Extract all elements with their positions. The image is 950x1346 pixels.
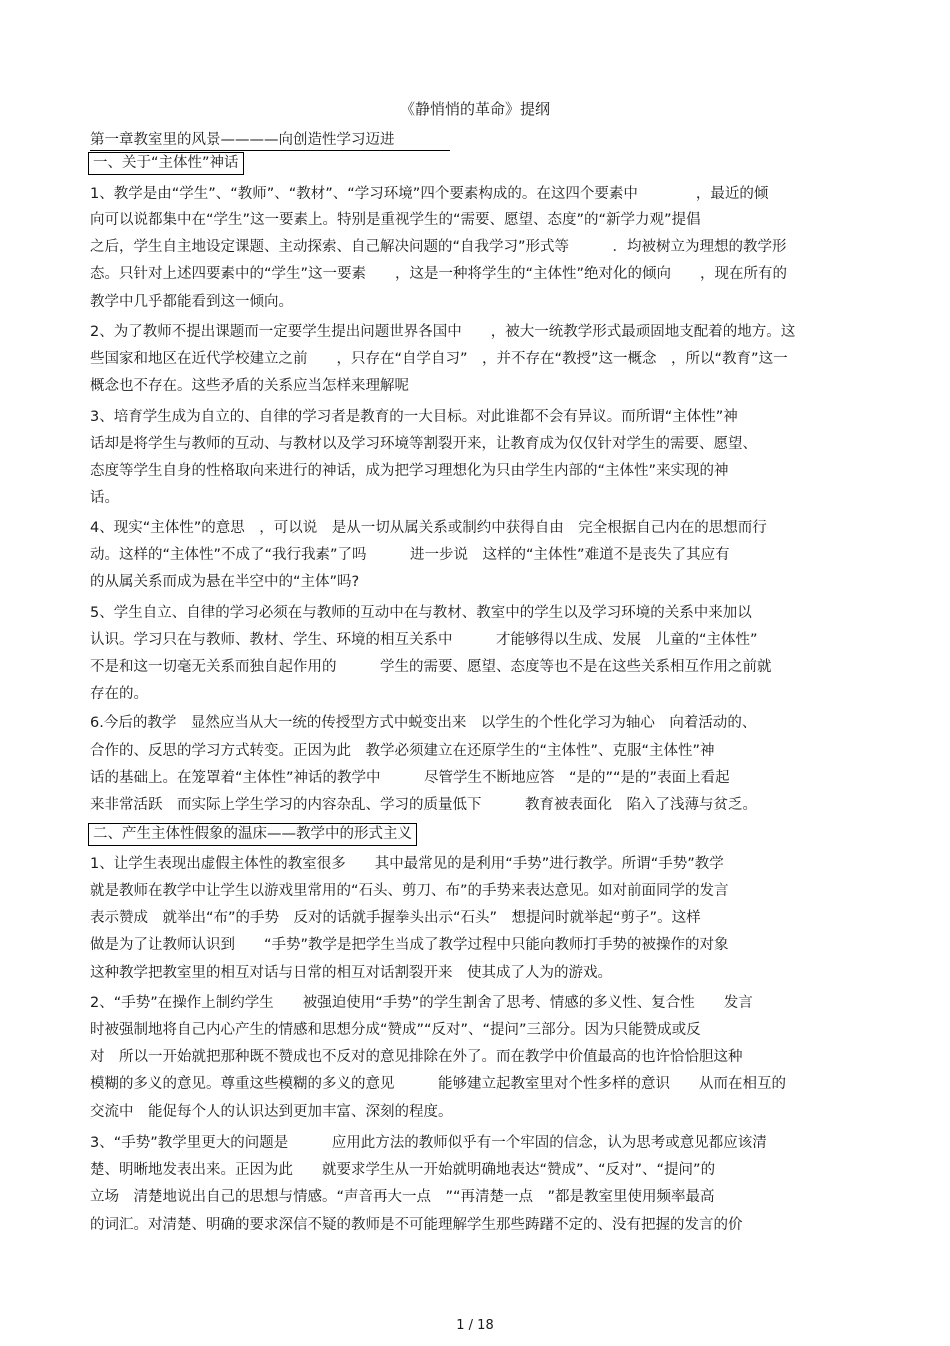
chapter-heading: 第一章教室里的风景————向创造性学习迈进 [90,128,450,151]
text-line: 楚、明晰地发表出来。正因为此 就要求学生从一开始就明确地表达“赞成”、“反对”、“提问”的 [90,1162,716,1178]
text-line: 交流中 能促每个人的认识达到更加丰富、深刻的程度。 [90,1104,453,1120]
text-line: 态。只针对上述四要素中的“学生”这一要素 ，这是一种将学生的“主体性”绝对化的倾向 ，现在所有的 [90,266,788,282]
text-line: 合作的、反思的学习方式转变。正因为此 教学必须建立在还原学生的“主体性”、克服“主体性”神 [90,743,715,759]
text-line: 教学中几乎都能看到这一倾向。 [90,294,293,310]
text-line: 时被强制地将自己内心产生的情感和思想分成“赞成”“反对”、“提问”三部分。因为只能赞成或反 [90,1022,701,1038]
text-line: 3、“手势”教学里更大的问题是 应用此方法的教师似乎有一个牢固的信念，认为思考或意见都应该清 [90,1135,767,1151]
text-line: 认识。学习只在与教师、教材、学生、环境的相互关系中 才能够得以生成、发展 儿童的“主体性” [90,632,758,648]
text-line: 态度等学生自身的性格取向来进行的神话，成为把学习理想化为只由学生内部的“主体性”来实现的神 [90,463,729,479]
text-line: 1、教学是由“学生”、“教师”、“教材”、“学习环境”四个要素构成的。在这四个要素中 ，最近的倾 [90,186,769,202]
text-line: 话却是将学生与教师的互动、与教材以及学习环境等割裂开来，让教育成为仅仅针对学生的需要、愿望、 [90,436,757,452]
text-line: 向可以说都集中在“学生”这一要素上。特别是重视学生的“需要、愿望、态度”的“新学力观”提倡 [90,212,701,228]
text-line: 就是教师在教学中让学生以游戏里常用的“石头、剪刀、布”的手势来表达意见。如对前面同学的发言 [90,883,729,899]
text-line: 2、“手势”在操作上制约学生 被强迫使用“手势”的学生割舍了思考、情感的多义性、复合性 发言 [90,995,753,1011]
text-line: 的词汇。对清楚、明确的要求深信不疑的教师是不可能理解学生那些踌躇不定的、没有把握的发言的价 [90,1217,743,1233]
text-line: 做是为了让教师认识到 “手势”教学是把学生当成了教学过程中只能向教师打手势的被操作的对象 [90,937,729,953]
text-line: 对 所以一开始就把那种既不赞成也不反对的意见排除在外了。而在教学中价值最高的也许恰恰胆这种 [90,1049,743,1065]
text-line: 3、培育学生成为自立的、自律的学习者是教育的一大目标。对此谁都不会有异议。而所谓“主体性”神 [90,409,738,425]
text-line: 的从属关系而成为悬在半空中的“主体”吗? [90,574,360,590]
text-line: 概念也不存在。这些矛盾的关系应当怎样来理解呢 [90,378,409,394]
text-line: 5、学生自立、自律的学习必须在与教师的互动中在与教材、教室中的学生以及学习环境的关系中来加以 [90,605,752,621]
document-title: 《静悄悄的革命》提纲 [399,100,550,118]
text-line: 表示赞成 就举出“布”的手势 反对的话就手握拳头出示“石头” 想提问时就举起“剪子”。这样 [90,910,701,926]
text-line: 之后，学生自主地设定课题、主动探索、自己解决问题的“自我学习”形式等 ．均被树立为理想的教学形 [90,239,787,255]
text-line: 立场 清楚地说出自己的思想与情感。“声音再大一点 ”“再清楚一点 ”都是教室里使用频率最高 [90,1189,715,1205]
text-line: 不是和这一切毫无关系而独自起作用的 学生的需要、愿望、态度等也不是在这些关系相互作用之前就 [90,659,772,675]
text-line: 6.今后的教学 显然应当从大一统的传授型方式中蜕变出来 以学生的个性化学习为轴心 向着活动的、 [90,715,757,731]
page-number: 1 / 18 [456,1318,494,1333]
text-line: 话的基础上。在笼罩着“主体性”神话的教学中 尽管学生不断地应答 “是的”“是的”表面上看起 [90,770,730,786]
section-heading-1: 一、关于“主体性”神话 [88,152,244,175]
text-line: 这种教学把教室里的相互对话与日常的相互对话割裂开来 使其成了人为的游戏。 [90,965,612,981]
text-line: 来非常活跃 而实际上学生学习的内容杂乱、学习的质量低下 教育被表面化 陷入了浅薄与贫乏。 [90,797,757,813]
text-line: 存在的。 [90,686,148,702]
section-heading-2: 二、产生主体性假象的温床——教学中的形式主义 [88,823,417,846]
text-line: 模糊的多义的意见。尊重这些模糊的多义的意见 能够建立起教室里对个性多样的意识 从而在相互的 [90,1076,786,1092]
text-line: 话。 [90,490,119,506]
text-line: 1、让学生表现出虚假主体性的教室很多 其中最常见的是利用“手势”进行教学。所谓“手势”教学 [90,856,724,872]
text-line: 4、现实“主体性”的意思 ，可以说 是从一切从属关系或制约中获得自由 完全根据自己内在的思想而行 [90,520,767,536]
text-line: 动。这样的“主体性”不成了“我行我素”了吗 进一步说 这样的“主体性”难道不是丧失了其应有 [90,547,730,563]
text-line: 2、为了教师不提出课题而一定要学生提出问题世界各国中 ，被大一统教学形式最顽固地支配着的地方。这 [90,324,796,340]
text-line: 些国家和地区在近代学校建立之前 ，只存在“自学自习” ，并不存在“教授”这一概念 ，所以“教育”这一 [90,351,788,367]
